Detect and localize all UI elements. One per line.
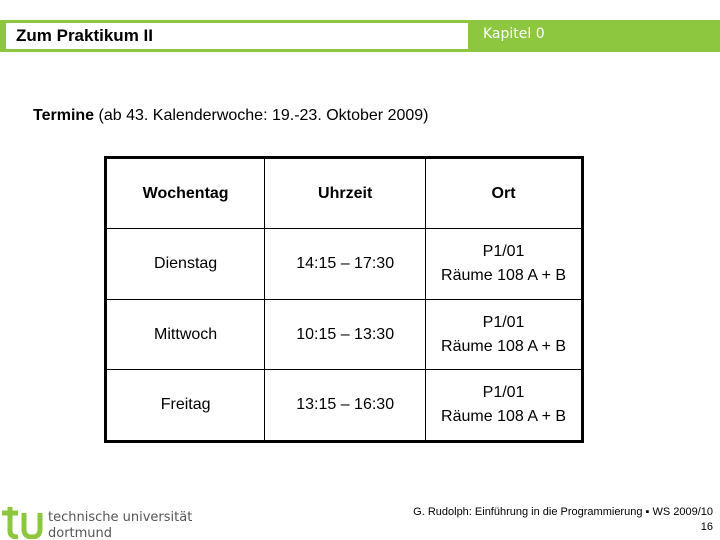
cell-place	[426, 229, 583, 300]
cell-time: 13:15 – 16:30	[265, 370, 426, 442]
place-rooms: Räume 108 A + B	[441, 408, 567, 425]
header-title-box	[6, 23, 468, 49]
logo-wordmark	[48, 510, 192, 540]
table-row	[106, 370, 583, 442]
footer	[373, 505, 713, 535]
subtitle-detail: (ab 43. Kalenderwoche: 19.-23. Oktober 2009)	[94, 107, 429, 124]
header-place: Ort	[426, 158, 583, 229]
cell-day: Freitag	[106, 370, 265, 442]
logo-line-1: technische universität	[48, 510, 193, 525]
page-number: 16	[700, 521, 713, 533]
table-header-row	[106, 158, 583, 229]
place-rooms: Räume 108 A + B	[441, 267, 567, 284]
place-building: P1/01	[482, 243, 525, 260]
header-time: Uhrzeit	[265, 158, 426, 229]
place-building: P1/01	[482, 384, 525, 401]
cell-time: 14:15 – 17:30	[265, 229, 426, 300]
table-row	[106, 300, 583, 370]
cell-day: Dienstag	[106, 229, 265, 300]
cell-day: Mittwoch	[106, 300, 265, 370]
place-building: P1/01	[482, 313, 525, 331]
table-row	[106, 229, 583, 300]
cell-place	[426, 370, 583, 442]
chapter-label: Kapitel 0	[483, 26, 545, 42]
footer-credit: G. Rudolph: Einführung in die Programmierung ▪ WS 2009/10	[413, 506, 713, 518]
cell-time: 10:15 – 13:30	[265, 300, 426, 370]
slide-title: Zum Praktikum II	[16, 26, 153, 45]
university-logo	[0, 502, 200, 540]
tu-logo-icon	[0, 505, 44, 539]
subtitle	[33, 107, 429, 125]
place-rooms: Räume 108 A + B	[441, 337, 567, 355]
cell-place	[426, 300, 583, 370]
header-bar	[0, 20, 720, 52]
header-weekday: Wochentag	[106, 158, 265, 229]
logo-line-2: dortmund	[48, 526, 113, 540]
subtitle-heading: Termine	[33, 107, 95, 124]
schedule-table	[104, 156, 584, 443]
